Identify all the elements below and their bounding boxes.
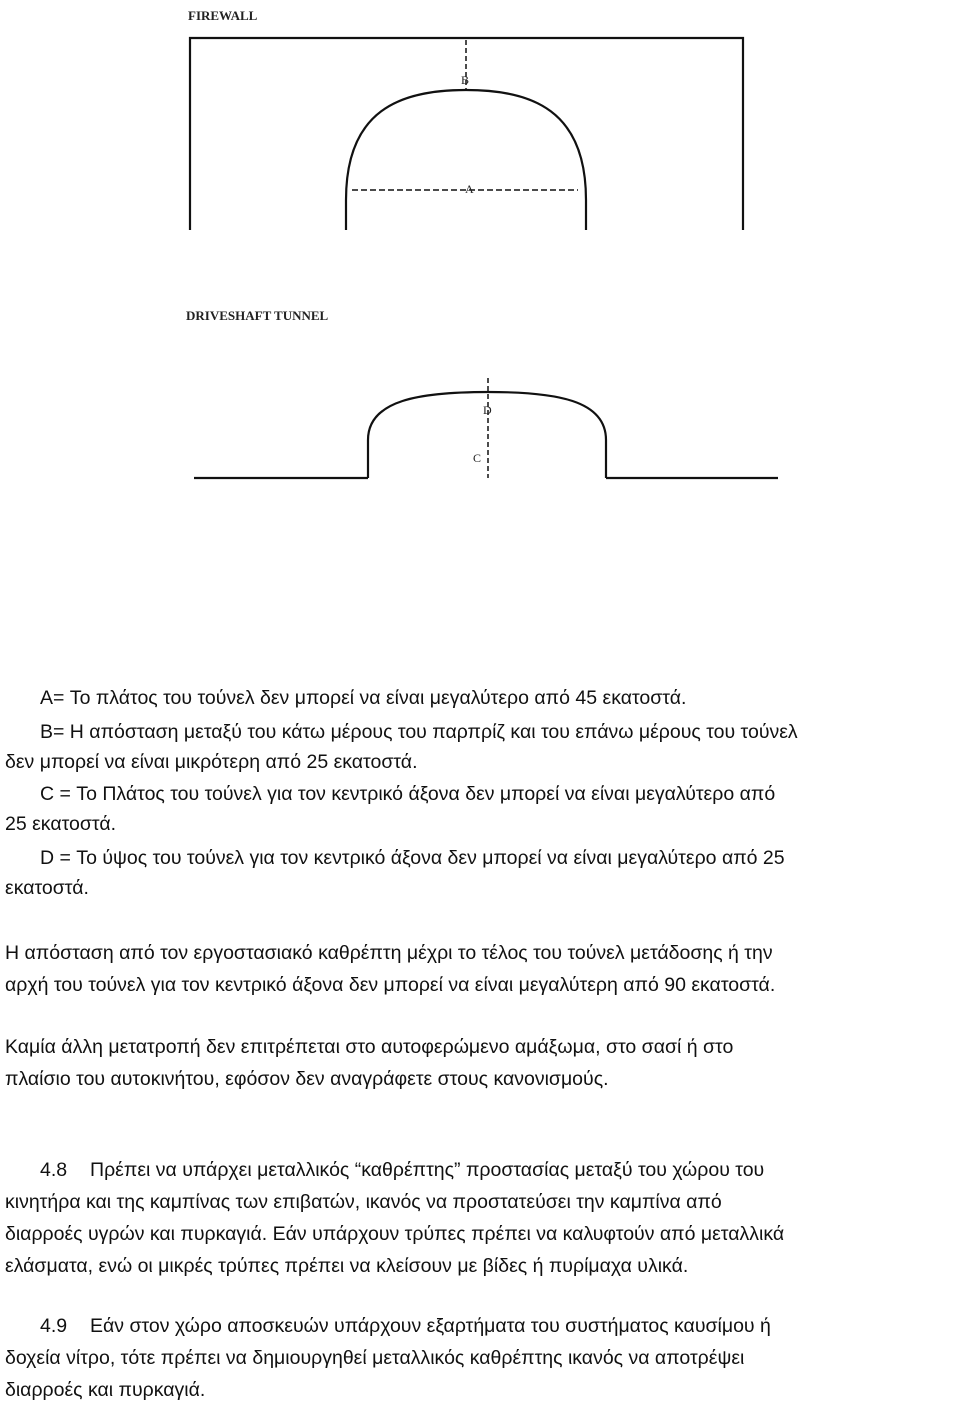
section-line: δοχεία νίτρο, τότε πρέπει να δημιουργηθεί μεταλλικός καθρέπτης ικανός να αποτρέψει xyxy=(5,1347,745,1369)
section-line: Πρέπει να υπάρχει μεταλλικός “καθρέπτης” προστασίας μεταξύ του χώρου του xyxy=(90,1159,765,1181)
label-b: B xyxy=(461,73,470,87)
section-line: ελάσματα, ενώ οι μικρές τρύπες πρέπει να κλείσουν με βίδες ή πυρίμαχα υλικά. xyxy=(5,1255,689,1277)
definition-line: εκατοστά. xyxy=(5,877,89,899)
label-a: A xyxy=(465,182,474,196)
tunnel-diagram xyxy=(0,0,960,520)
firewall-tunnel-arch xyxy=(346,90,586,230)
paragraph-line: αρχή του τούνελ για τον κεντρικό άξονα δεν μπορεί να είναι μεγαλύτερη από 90 εκατοστά. xyxy=(5,974,776,996)
paragraph-line: Καμία άλλη μετατροπή δεν επιτρέπεται στο αυτοφερώμενο αμάξωμα, στο σασί ή στο xyxy=(5,1036,734,1058)
driveshaft-title: DRIVESHAFT TUNNEL xyxy=(186,308,329,323)
section-line: Εάν στον χώρο αποσκευών υπάρχουν εξαρτήματα του συστήματος καυσίμου ή xyxy=(90,1315,771,1337)
definition-line: A= Το πλάτος του τούνελ δεν μπορεί να είναι μεγαλύτερο από 45 εκατοστά. xyxy=(40,687,687,709)
definition-line: δεν μπορεί να είναι μικρότερη από 25 εκατοστά. xyxy=(5,751,418,773)
firewall-title: FIREWALL xyxy=(188,8,258,23)
section-line: διαρροές και πυρκαγιά. xyxy=(5,1379,206,1401)
label-d: D xyxy=(483,403,492,417)
label-c: C xyxy=(473,451,482,465)
tunnel-diagram-figure xyxy=(0,0,960,520)
definition-line: B= Η απόσταση μεταξύ του κάτω μέρους του παρπρίζ και του επάνω μέρους του τούνελ xyxy=(40,721,798,743)
definition-line: 25 εκατοστά. xyxy=(5,813,117,835)
section-line: διαρροές υγρών και πυρκαγιά. Εάν υπάρχουν τρύπες πρέπει να καλυφτούν από μεταλλικά xyxy=(5,1223,785,1245)
paragraph-line: Η απόσταση από τον εργοστασιακό καθρέπτη μέχρι το τέλος του τούνελ μετάδοσης ή την xyxy=(5,942,773,964)
section-line: κινητήρα και της καμπίνας των επιβατών, ικανός να προστατεύσει την καμπίνα από xyxy=(5,1191,722,1213)
definition-line: C = Το Πλάτος του τούνελ για τον κεντρικό άξονα δεν μπορεί να είναι μεγαλύτερο από xyxy=(40,783,776,805)
paragraph-line: πλαίσιο του αυτοκινήτου, εφόσον δεν αναγράφετε στους κανονισμούς. xyxy=(5,1068,609,1090)
section-number: 4.9 xyxy=(40,1315,68,1337)
definition-line: D = Το ύψος του τούνελ για τον κεντρικό άξονα δεν μπορεί να είναι μεγαλύτερο από 25 xyxy=(40,847,785,869)
section-number: 4.8 xyxy=(40,1159,68,1181)
